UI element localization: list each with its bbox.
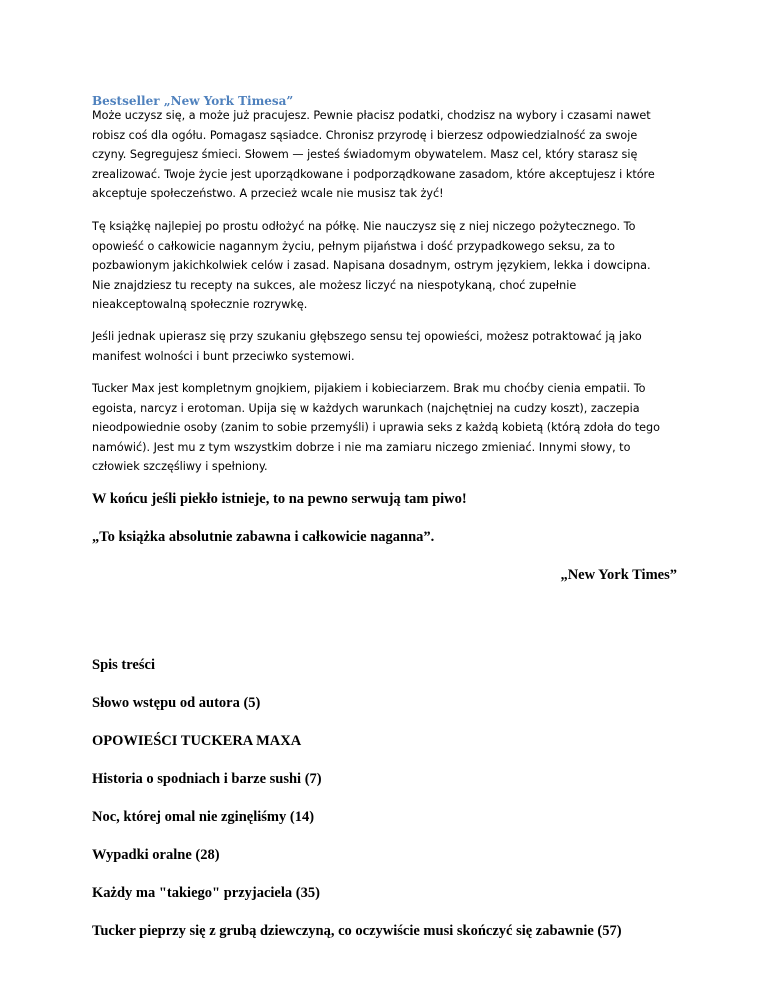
paragraph-line: Nie znajdziesz tu recepty na sukces, ale możesz liczyć na niespotykaną, choć zupełnie [92,278,577,292]
paragraph-line: opowieść o całkowicie nagannym życiu, pełnym pijaństwa i dość przypadkowego seksu, za to [92,239,616,253]
paragraph-line: Tę książkę najlepiej po prostu odłożyć na półkę. Nie nauczysz się z niej niczego pożytecznego. To [92,220,636,233]
paragraph-line: nieakceptowalną społecznie rozrywkę. [92,298,308,312]
paragraph-line: nieodpowiednie osoby (zanim to sobie przemyśli) i uprawia seks z każdą kobietą (którą zdoła do tego [92,421,660,435]
deeper-meaning-paragraph [92,327,692,366]
intro-paragraph [92,106,692,204]
press-quote: „To książka absolutnie zabawna i całkowicie naganna”. [92,529,435,545]
bestseller-heading: Bestseller „New York Timesa” [92,94,294,108]
paragraph-line: manifest wolności i bunt przeciwko systemowi. [92,349,355,363]
toc-item: Historia o spodniach i barze sushi (7) [92,771,322,787]
paragraph-line: Jeśli jednak upierasz się przy szukaniu głębszego sensu tej opowieści, możesz potraktować ją jako [92,330,642,343]
paragraph-line: czyny. Segregujesz śmieci. Słowem — jesteś świadomym obywatelem. Masz cel, który starasz się [92,148,638,162]
paragraph-line: egoista, narcyz i erotoman. Upija się w każdych warunkach (najchętniej na cudzy koszt), zaczepia [92,401,640,415]
toc-item: Tucker pieprzy się z grubą dziewczyną, co oczywiście musi skończyć się zabawnie (57) [92,923,622,939]
toc-item: OPOWIEŚCI TUCKERA MAXA [92,733,302,749]
paragraph-line: Może uczysz się, a może już pracujesz. Pewnie płacisz podatki, chodzisz na wybory i czasami nawet [92,109,651,122]
author-description-paragraph [92,379,692,477]
toc-item: Noc, której omal nie zginęliśmy (14) [92,809,315,825]
paragraph-line: zrealizować. Twoje życie jest uporządkowane i podporządkowane zasadom, które akceptujesz i które [92,167,655,181]
press-quote-source: „New York Times” [560,567,677,583]
paragraph-line: robisz coś dla ogółu. Pomagasz sąsiadce. Chronisz przyrodę i bierzesz odpowiedzialność za swoje [92,128,638,142]
paragraph-line: akceptuje społeczeństwo. A przecież wcale nie musisz tak żyć! [92,187,444,201]
tagline: W końcu jeśli piekło istnieje, to na pewno serwują tam piwo! [92,491,467,507]
toc-item: Wypadki oralne (28) [92,847,220,863]
paragraph-line: pozbawionym jakichkolwiek celów i zasad. Napisana dosadnym, ostrym językiem, lekka i dowcipna. [92,259,651,273]
toc-item: Każdy ma "takiego" przyjaciela (35) [92,885,320,901]
toc-item: Słowo wstępu od autora (5) [92,695,261,711]
toc-title: Spis treści [92,657,155,673]
paragraph-line: Tucker Max jest kompletnym gnojkiem, pijakiem i kobieciarzem. Brak mu choćby cienia empatii. To [92,382,646,395]
book-description-paragraph [92,217,692,315]
paragraph-line: człowiek szczęśliwy i spełniony. [92,460,268,474]
paragraph-line: namówić). Jest mu z tym wszystkim dobrze i nie ma zamiaru niczego zmieniać. Innymi słowy, to [92,440,631,454]
